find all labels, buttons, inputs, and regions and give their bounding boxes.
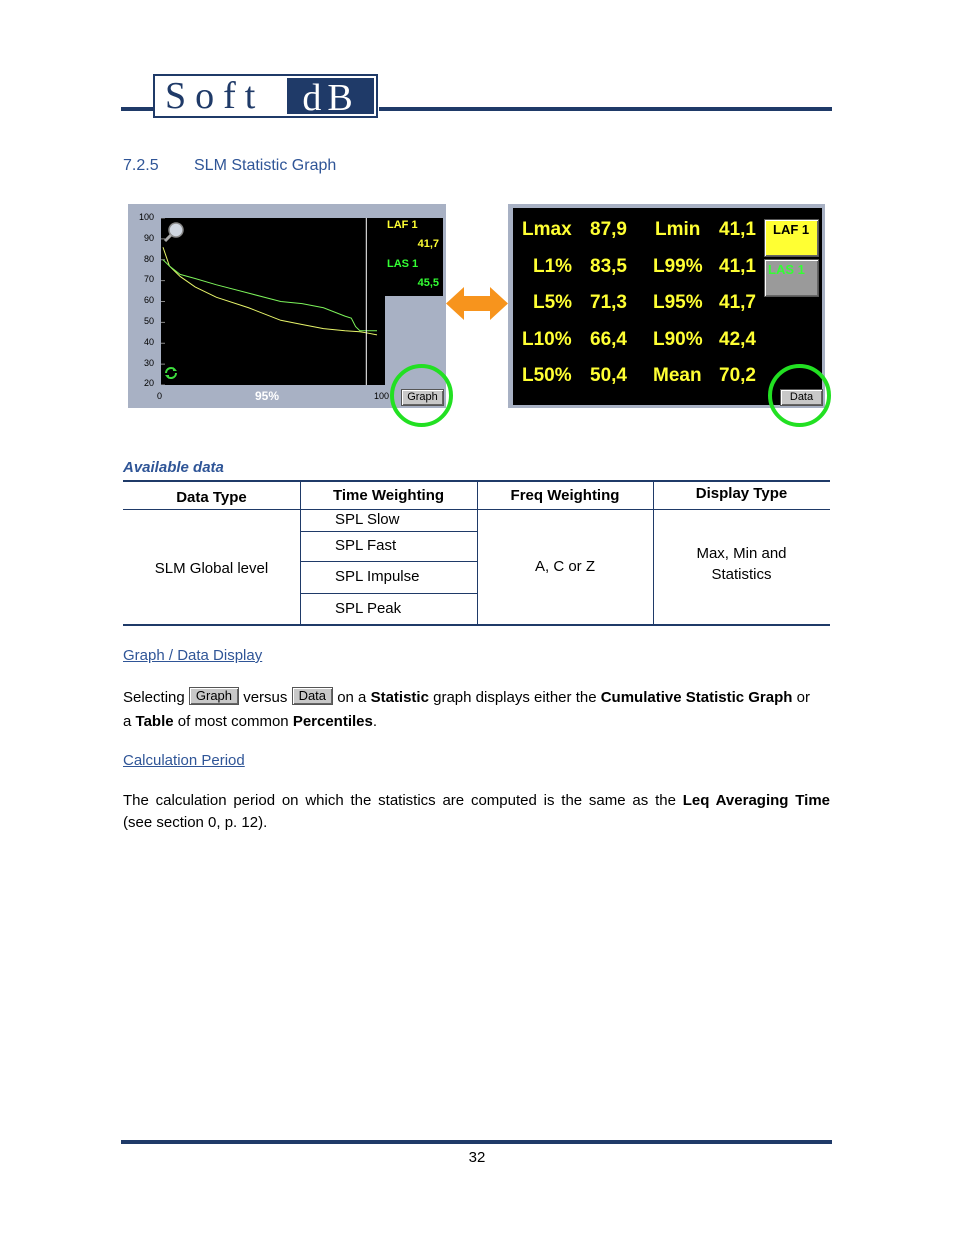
- stat-value: 41,1: [719, 256, 756, 277]
- calculation-period-paragraph: [123, 790, 830, 811]
- display-type-line1: Max, Min and: [696, 545, 787, 562]
- display-type-line2: Statistics: [711, 566, 772, 583]
- softdb-logo: [153, 74, 378, 118]
- stat-value: 50,4: [590, 365, 627, 386]
- legend-laf-value: 41,7: [417, 238, 439, 250]
- stat-value: 41,1: [719, 219, 756, 240]
- text: (see section 0, p. 12).: [123, 814, 268, 831]
- x-tick-end: 100: [374, 391, 390, 401]
- stat-label: L10%: [522, 329, 572, 350]
- stat-value: 66,4: [590, 329, 627, 350]
- table-header-cell: Display Type: [695, 485, 788, 502]
- text: Selecting: [123, 689, 185, 706]
- stat-label: Lmin: [655, 219, 701, 240]
- stat-value: 87,9: [590, 219, 627, 240]
- data-type-cell: SLM Global level: [154, 560, 269, 577]
- footer-rule: [121, 1140, 832, 1144]
- time-weighting-cell: SPL Peak: [335, 600, 402, 617]
- inline-data-button: Data: [292, 687, 333, 705]
- text: versus: [243, 689, 288, 706]
- graph-data-display-paragraph-line2: [123, 711, 830, 732]
- graph-legend: [385, 218, 443, 296]
- time-weighting-cell: SPL Slow: [335, 511, 400, 528]
- stat-label: L99%: [653, 256, 703, 277]
- stat-label: L90%: [653, 329, 703, 350]
- stat-label: Lmax: [522, 219, 572, 240]
- y-axis-ticks: [128, 212, 158, 392]
- legend-las-value: 45,5: [417, 277, 439, 289]
- graph-data-display-paragraph: [123, 687, 830, 708]
- table-row-divider: [301, 561, 477, 562]
- y-tick: 70: [143, 274, 154, 285]
- inline-graph-button: Graph: [189, 687, 239, 705]
- bold-text: Table: [135, 713, 174, 730]
- percent-readout: 95%: [255, 389, 280, 403]
- stat-value: 83,5: [590, 256, 627, 277]
- time-weighting-cell: SPL Fast: [335, 537, 397, 554]
- text: .: [372, 713, 378, 730]
- calculation-period-paragraph-line2: [123, 812, 830, 833]
- text: or: [796, 689, 810, 706]
- stat-label: L50%: [522, 365, 572, 386]
- graph-data-display-heading[interactable]: Graph / Data Display: [123, 647, 263, 664]
- bold-text: Statistic: [370, 689, 429, 706]
- y-tick: 100: [138, 212, 154, 222]
- calculation-period-heading[interactable]: Calculation Period: [123, 752, 245, 769]
- double-arrow-icon: [446, 287, 508, 320]
- text: a: [123, 713, 132, 730]
- time-weighting-cell: SPL Impulse: [335, 568, 420, 585]
- graph-button-highlight-ring: [390, 364, 453, 427]
- table-header-cell: Time Weighting: [332, 487, 445, 504]
- bold-text: Leq Averaging Time: [682, 792, 830, 809]
- stat-label: L95%: [653, 292, 703, 313]
- text: of most common: [177, 713, 289, 730]
- y-tick: 50: [143, 316, 154, 326]
- y-tick: 30: [143, 357, 154, 368]
- x-tick-start: 0: [157, 391, 163, 401]
- header-rule-left: [121, 107, 155, 111]
- legend-las-name: LAS 1: [387, 258, 419, 270]
- text: graph displays either the: [433, 689, 597, 706]
- logo-soft-text: Soft: [165, 75, 265, 117]
- logo-db-text: dB: [287, 78, 374, 114]
- table-header-cell: Data Type: [176, 489, 247, 506]
- refresh-icon[interactable]: [164, 366, 178, 380]
- y-tick: 40: [143, 336, 154, 347]
- graph-toggle-button[interactable]: Graph: [401, 389, 444, 406]
- bold-text: Percentiles: [292, 713, 373, 730]
- text: The calculation period on which the statistics are computed is the same as the: [123, 792, 676, 809]
- stat-value: 42,4: [719, 329, 756, 350]
- available-data-title: Available data: [123, 459, 224, 476]
- channel-button-laf[interactable]: LAF 1: [764, 219, 819, 257]
- stat-label: L5%: [533, 292, 573, 313]
- stat-label: L1%: [533, 256, 573, 277]
- y-tick: 20: [143, 378, 154, 389]
- legend-laf-name: LAF 1: [387, 219, 418, 231]
- table-header-cell: Freq Weighting: [510, 487, 620, 504]
- y-tick: 90: [143, 232, 154, 243]
- stat-value: 70,2: [719, 365, 756, 386]
- stat-value: 71,3: [590, 292, 627, 313]
- table-row-divider: [301, 531, 477, 532]
- freq-weighting-cell: A, C or Z: [534, 558, 595, 575]
- stat-value: 41,7: [719, 292, 756, 313]
- stat-label: Mean: [653, 365, 702, 386]
- data-button-highlight-ring: [768, 364, 831, 427]
- section-title: SLM Statistic Graph: [194, 157, 337, 174]
- section-number: 7.2.5: [123, 157, 159, 174]
- text: on a: [337, 689, 367, 706]
- table-row-divider: [301, 593, 477, 594]
- header-rule-right: [379, 107, 832, 111]
- bold-text: Cumulative Statistic Graph: [600, 689, 793, 706]
- page-number: 32: [468, 1149, 486, 1166]
- y-tick: 60: [143, 295, 154, 306]
- channel-button-las[interactable]: LAS 1: [764, 259, 819, 297]
- data-toggle-button[interactable]: Data: [780, 389, 823, 406]
- zoom-icon[interactable]: [163, 221, 187, 243]
- plot-background: [161, 218, 385, 385]
- y-tick: 80: [143, 253, 154, 264]
- cumulative-statistic-plot: [161, 218, 385, 385]
